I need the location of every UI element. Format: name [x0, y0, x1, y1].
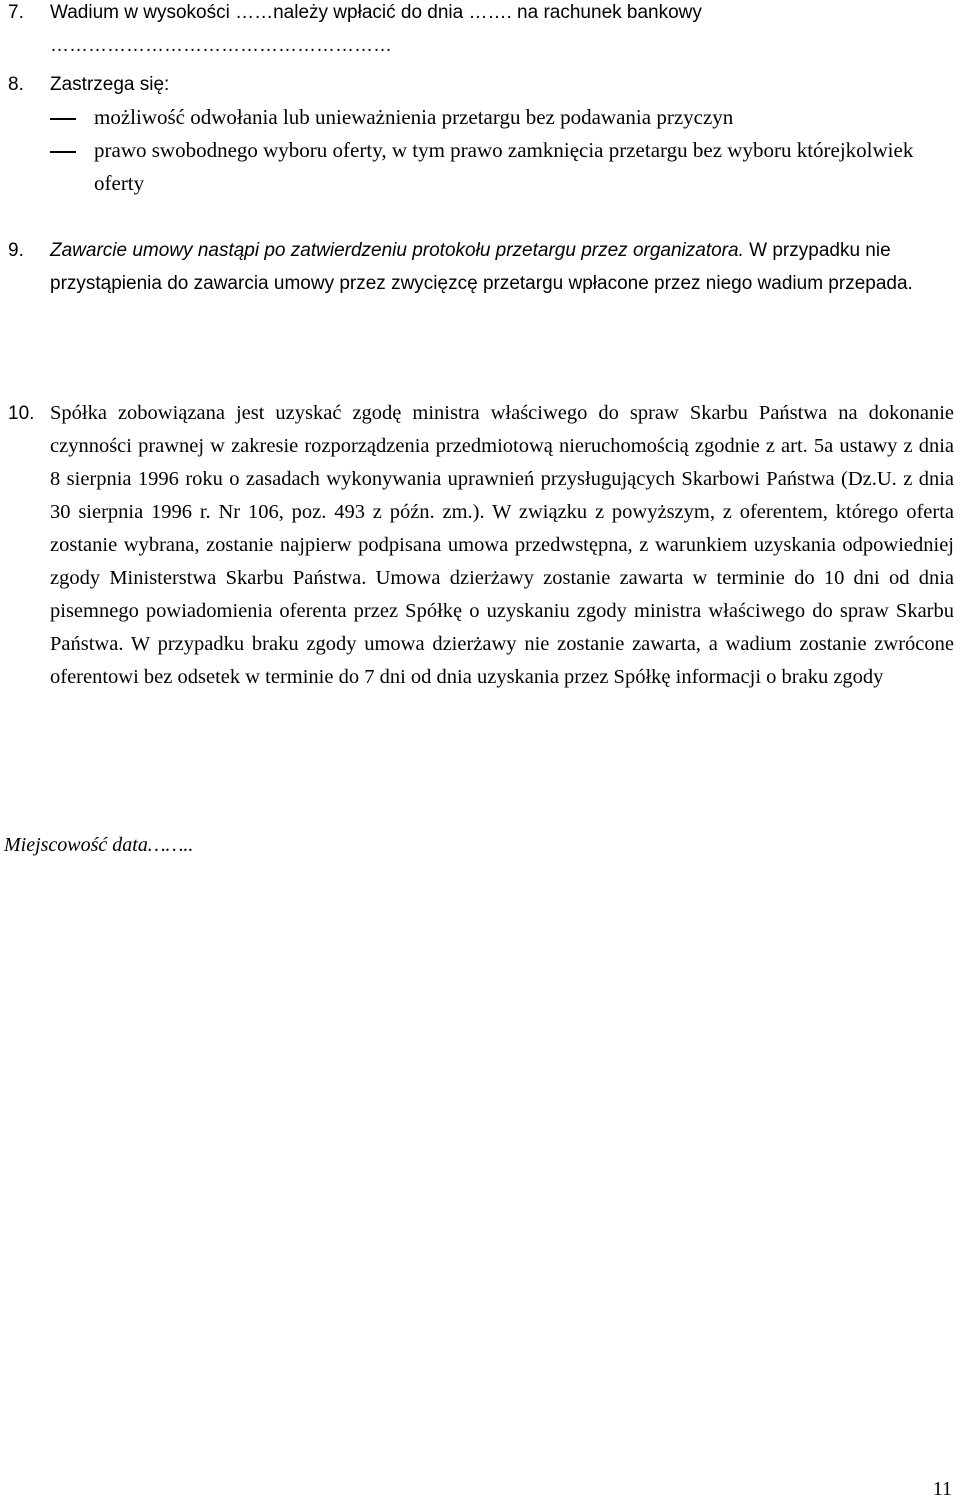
clause-number: 8.	[8, 74, 24, 95]
clause-7	[0, 0, 960, 62]
clause-line-dots: ………………………………………………	[50, 35, 392, 56]
clause-text: W przypadku nie przystąpienia do zawarcia umowy przez zwycięzcę przetargu wpłacone przez niego wadium przepada.	[50, 240, 913, 294]
clause-heading: Zastrzega się:	[50, 74, 170, 95]
clause-10	[0, 397, 960, 694]
clause-number: 7.	[8, 2, 24, 23]
clause-line: Wadium w wysokości ……należy wpłacić do dnia ……. na rachunek bankowy	[50, 2, 702, 23]
clause-8	[0, 68, 960, 200]
clause-number: 10.	[8, 403, 35, 424]
list-item: prawo swobodnego wyboru oferty, w tym prawo zamknięcia przetargu bez wyboru którejkolwiek oferty	[50, 134, 954, 200]
clause-text: Spółka zobowiązana jest uzyskać zgodę ministra właściwego do spraw Skarbu Państwa na dokonanie czynności prawnej w zakresie rozporządzenia przedmiotową nieruchomością zgodnie z art. 5a ustawy z dnia 8 sierpnia 1996 roku o zasadach wykonywania uprawnień przysługujących Skarbowi Państwa (Dz.U. z dnia 30 sierpnia 1996 r. Nr 106, poz. 493 z późn. zm.). W związku z powyższym, z oferentem, którego oferta zostanie wybrana, zostanie najpierw podpisana umowa przedwstępna, z warunkiem uzyskania odpowiedniej zgody Ministerstwa Skarbu Państwa. Umowa dzierżawy zostanie zawarta w terminie do 10 dni od dnia pisemnego powiadomienia oferenta przez Spółkę o uzyskaniu zgody ministra właściwego do spraw Skarbu Państwa. W przypadku braku zgody umowa dzierżawy nie zostanie zawarta, a wadium zostanie zwrócone oferentowi bez odsetek w terminie do 7 dni od dnia uzyskania przez Spółkę informacji o braku zgody	[50, 402, 954, 688]
list-item: możliwość odwołania lub unieważnienia przetargu bez podawania przyczyn	[50, 101, 954, 134]
reservation-list	[50, 101, 954, 200]
clause-9	[0, 234, 960, 300]
clause-sentence: Zawarcie umowy nastąpi po zatwierdzeniu protokołu przetargu przez organizatora.	[50, 240, 744, 261]
page-number: 11	[932, 1478, 952, 1500]
place-date-line: Miejscowość data……..	[4, 834, 194, 856]
clause-number: 9.	[8, 240, 24, 261]
